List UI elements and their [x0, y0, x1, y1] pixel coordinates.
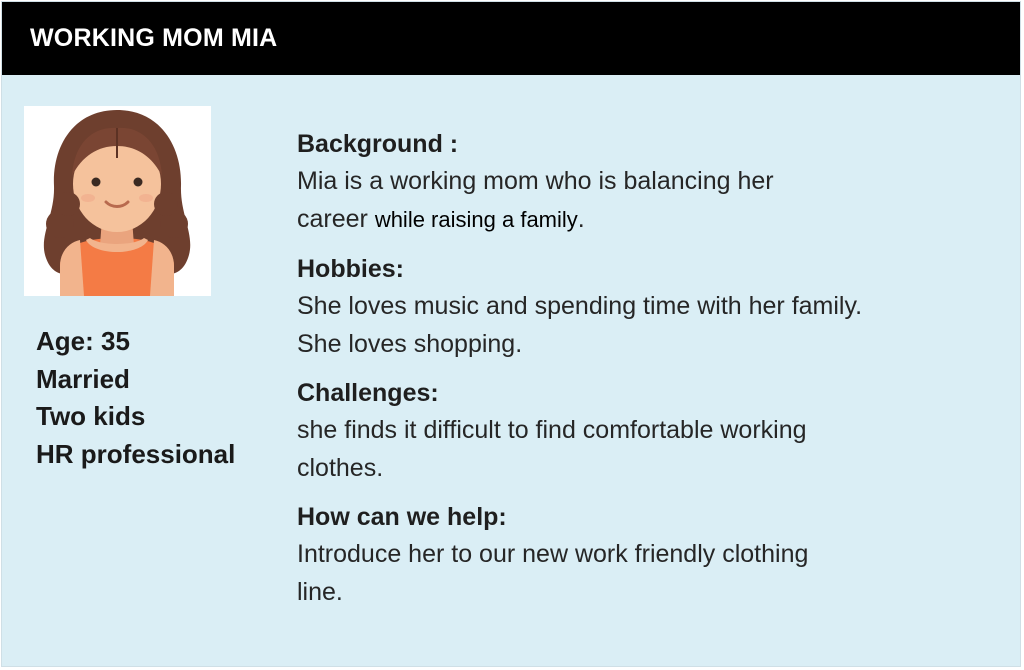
fact-age: Age: 35: [36, 326, 130, 356]
text-line: She loves music and spending time with her family.: [297, 292, 863, 320]
section-challenges: [297, 375, 997, 487]
fact-children: Two kids: [36, 401, 146, 431]
section-title: How can we help:: [297, 503, 507, 531]
fact-occupation: HR professional: [36, 438, 236, 469]
persona-facts: [36, 323, 235, 473]
section-text: [297, 287, 997, 363]
section-title: Challenges:: [297, 379, 439, 407]
text-span: while raising a family: [374, 207, 578, 232]
persona-title: WORKING MOM MIA: [30, 24, 278, 52]
section-title: Background :: [297, 130, 459, 158]
section-hobbies: [297, 251, 997, 363]
text-line: [297, 573, 997, 611]
section-text: [297, 535, 997, 611]
text-line: clothes.: [297, 454, 384, 482]
text-span: .: [577, 205, 585, 233]
text-span: .: [335, 578, 343, 606]
text-line: she finds it difficult to find comfortable working: [297, 416, 807, 444]
persona-card: [1, 1, 1021, 667]
section-how-can-we-help: [297, 499, 997, 611]
section-title: Hobbies:: [297, 255, 404, 283]
header-bar: [2, 2, 1020, 75]
text-line: [297, 200, 997, 239]
text-span: line: [297, 578, 336, 606]
fact-marital-status: Married: [36, 363, 130, 394]
woman-avatar-icon: [24, 106, 211, 296]
text-line: She loves shopping.: [297, 330, 523, 358]
persona-details: [297, 126, 997, 623]
section-text: [297, 162, 997, 239]
section-text: [297, 411, 997, 487]
avatar: [24, 106, 211, 296]
text-line: Mia is a working mom who is balancing her: [297, 167, 774, 195]
section-background: [297, 126, 997, 239]
text-span: career: [297, 205, 375, 233]
text-line: Introduce her to our new work friendly clothing: [297, 540, 809, 568]
